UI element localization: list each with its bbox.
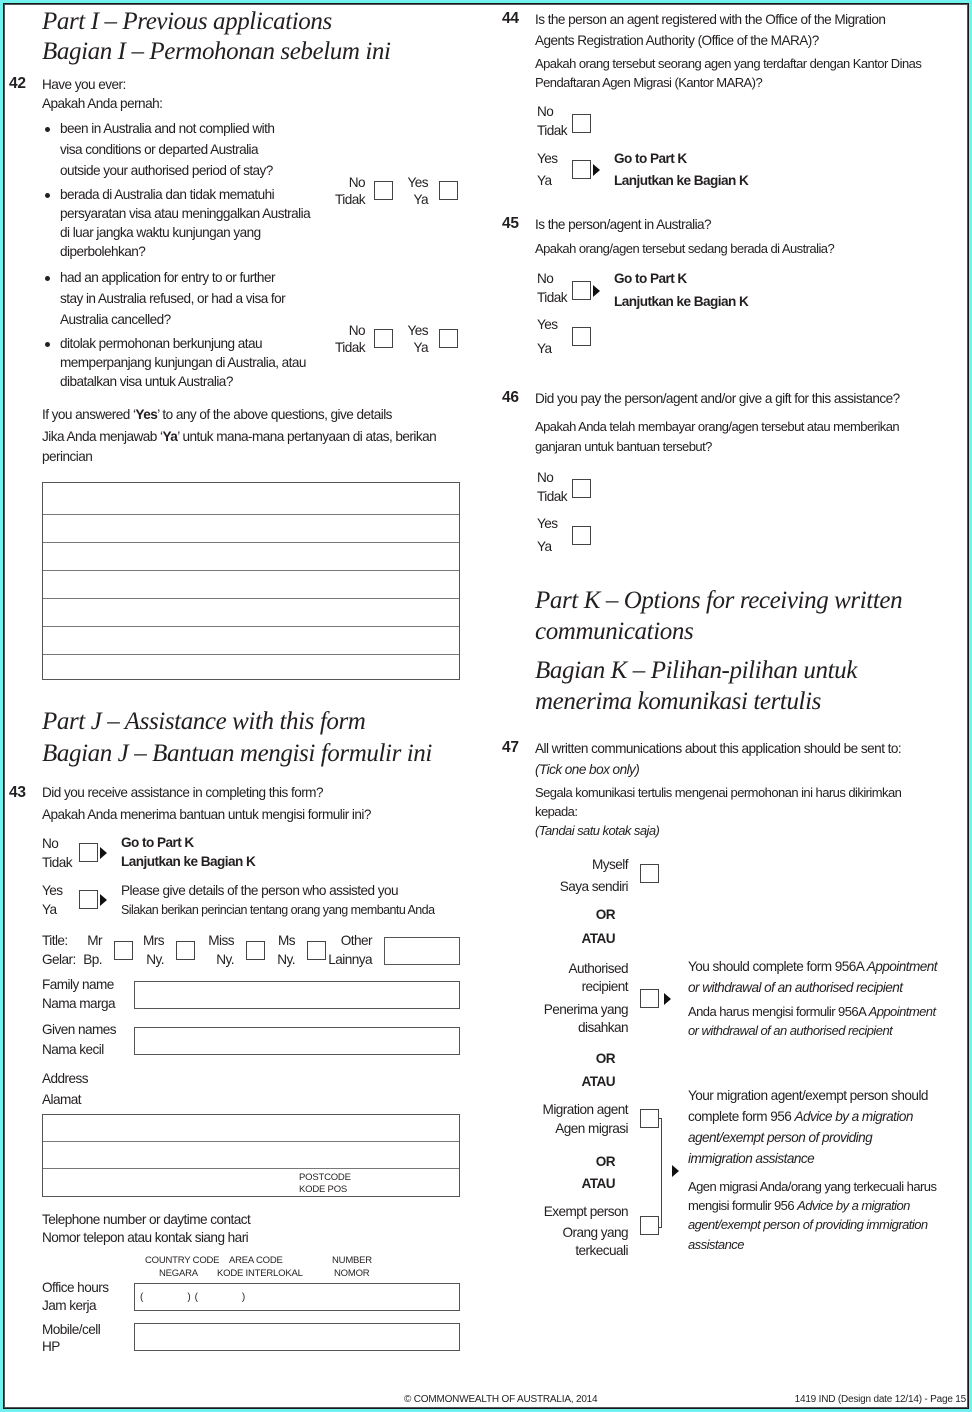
office-hours-label-id: Jam kerja (42, 1298, 96, 1313)
migration-agent-checkbox[interactable] (640, 1109, 659, 1128)
yes-label: Yes (537, 317, 558, 332)
agent-note: agent/exempt person of providing (688, 1130, 873, 1145)
title-label: Title: (42, 933, 68, 948)
atau-label: ATAU (581, 1074, 615, 1089)
question-text: Did you pay the person/agent and/or give a gift for this assistance? (535, 391, 900, 406)
arrow-right-icon (100, 894, 107, 906)
no-label: No (537, 470, 554, 485)
postcode-label-id: KODE POS (299, 1184, 348, 1195)
agent-note: immigration assistance (688, 1151, 815, 1166)
tidak-label: Tidak (335, 192, 365, 207)
part-j-heading: Part J – Assistance with this form (42, 708, 366, 735)
q45-no-checkbox[interactable] (572, 281, 591, 300)
title-ms-checkbox[interactable] (307, 941, 326, 960)
exempt-person-checkbox[interactable] (640, 1216, 659, 1235)
question-text: Is the person an agent registered with the Office of the Migration (535, 12, 886, 27)
bullet-text: visa conditions or departed Australia (60, 142, 259, 157)
title-mrs-label-id: Ny. (146, 952, 164, 967)
question-number: 44 (502, 10, 519, 27)
arrow-right-icon (100, 847, 107, 859)
country-code-label-id: NEGARA (159, 1268, 198, 1279)
title-mr-checkbox[interactable] (114, 941, 133, 960)
family-name-label: Family name (42, 977, 114, 992)
tidak-label: Tidak (537, 489, 567, 504)
bullet-icon (45, 342, 50, 347)
no-label: No (42, 836, 59, 851)
or-label: OR (595, 907, 615, 922)
office-hours-label: Office hours (42, 1280, 109, 1295)
question-text-id: Segala komunikasi tertulis mengenai permohonan ini harus dikirimkan (535, 785, 902, 800)
country-code-label: COUNTRY CODE (145, 1255, 220, 1266)
ya-label: Ya (537, 539, 552, 554)
question-number: 43 (9, 784, 26, 801)
or-label: OR (595, 1154, 615, 1169)
bullet-text: outside your authorised period of stay? (60, 163, 273, 178)
migration-agent-label-id: Agen migrasi (555, 1121, 628, 1136)
details-instruction-id: Jika Anda menjawab ‘Ya’ untuk mana-mana pertanyaan di atas, berikan (42, 429, 437, 444)
yes-label: Yes (407, 175, 428, 190)
yes-label: Yes (407, 323, 428, 338)
question-number: 46 (502, 389, 519, 406)
yes-label: Yes (42, 883, 63, 898)
mobile-phone-input[interactable] (134, 1323, 460, 1351)
question-number: 42 (9, 75, 26, 92)
details-textarea[interactable] (42, 482, 460, 680)
myself-label: Myself (592, 857, 628, 872)
no-label: No (348, 323, 365, 338)
area-code-label-id: KODE INTERLOKAL (217, 1268, 303, 1279)
bullet-icon (45, 276, 50, 281)
yes-label: Yes (537, 151, 558, 166)
question-text: Have you ever: (42, 77, 126, 92)
q42b-yes-checkbox[interactable] (439, 329, 458, 348)
exempt-person-label: Exempt person (543, 1204, 628, 1219)
question-text-id: Apakah Anda pernah: (42, 96, 163, 111)
question-number: 45 (502, 215, 519, 232)
goto-part-k: Go to Part K (121, 835, 194, 850)
q42a-yes-checkbox[interactable] (439, 181, 458, 200)
no-label: No (537, 271, 554, 286)
bracket-line (658, 1118, 662, 1228)
q46-yes-checkbox[interactable] (572, 526, 591, 545)
q44-no-checkbox[interactable] (572, 114, 591, 133)
q43-yes-checkbox[interactable] (79, 890, 98, 909)
address-label: Address (42, 1071, 89, 1086)
number-label: NUMBER (332, 1255, 372, 1266)
part-k-heading-id: Bagian K – Pilihan-pilihan untuk (535, 657, 857, 684)
question-text-id: Apakah Anda menerima bantuan untuk mengisi formulir ini? (42, 807, 371, 822)
number-label-id: NOMOR (334, 1268, 370, 1279)
arrow-right-icon (593, 164, 600, 176)
bullet-text: been in Australia and not complied with (60, 121, 275, 136)
q43-no-checkbox[interactable] (79, 843, 98, 862)
title-miss-label-id: Ny. (216, 952, 234, 967)
authorised-recipient-label-id: Penerima yang (543, 1002, 628, 1017)
gelar-label: Gelar: (42, 952, 76, 967)
bullet-text: had an application for entry to or further (60, 270, 275, 285)
ya-label: Ya (413, 340, 428, 355)
details-instruction: If you answered ‘Yes’ to any of the above questions, give details (42, 407, 392, 422)
tidak-label: Tidak (335, 340, 365, 355)
address-label-id: Alamat (42, 1092, 82, 1107)
telephone-label: Telephone number or daytime contact (42, 1212, 251, 1227)
office-hours-phone-input[interactable] (134, 1283, 460, 1311)
title-mr-label: Mr (87, 933, 102, 948)
family-name-label-id: Nama marga (42, 996, 116, 1011)
bullet-text: ditolak permohonan berkunjung atau (60, 336, 262, 351)
bullet-icon (45, 193, 50, 198)
goto-part-k: Go to Part K (614, 271, 687, 286)
goto-part-k: Go to Part K (614, 151, 687, 166)
goto-part-k-id: Lanjutkan ke Bagian K (614, 294, 749, 309)
title-ms-label-id: Ny. (277, 952, 295, 967)
bullet-text: stay in Australia refused, or had a visa for (60, 291, 286, 306)
atau-label: ATAU (581, 1176, 615, 1191)
q46-no-checkbox[interactable] (572, 479, 591, 498)
yes-label: Yes (537, 516, 558, 531)
question-text: Did you receive assistance in completing this form? (42, 785, 323, 800)
tick-instruction: (Tick one box only) (535, 762, 640, 777)
no-label: No (348, 175, 365, 190)
title-mr-label-id: Bp. (83, 952, 102, 967)
myself-checkbox[interactable] (640, 864, 659, 883)
tidak-label: Tidak (537, 123, 567, 138)
mobile-label-id: HP (42, 1339, 60, 1354)
title-mrs-label: Mrs (143, 933, 164, 948)
title-other-label: Other (340, 933, 372, 948)
goto-part-k-id: Lanjutkan ke Bagian K (614, 173, 749, 188)
q45-yes-checkbox[interactable] (572, 327, 591, 346)
q42b-no-checkbox[interactable] (374, 329, 393, 348)
arrow-right-icon (664, 993, 671, 1005)
agent-note-id: assistance (688, 1237, 744, 1252)
authorised-recipient-checkbox[interactable] (640, 989, 659, 1008)
form-id: 1419 IND (Design date 12/14) - Page 15 (794, 1394, 966, 1405)
given-names-label: Given names (42, 1022, 117, 1037)
atau-label: ATAU (581, 931, 615, 946)
authorised-recipient-label-id: disahkan (577, 1020, 628, 1035)
title-ms-label: Ms (277, 933, 295, 948)
family-name-input[interactable] (134, 981, 460, 1009)
bullet-text: berada di Australia dan tidak mematuhi (60, 187, 275, 202)
question-text: All written communications about this application should be sent to: (535, 741, 902, 756)
no-label: No (537, 104, 554, 119)
copyright: © COMMONWEALTH OF AUSTRALIA, 2014 (404, 1394, 598, 1405)
exempt-person-label-id: terkecuali (575, 1243, 628, 1258)
part-k-heading: Part K – Options for receiving written (535, 587, 903, 614)
authorised-recipient-label: recipient (581, 979, 628, 994)
tidak-label: Tidak (42, 855, 72, 870)
ya-label: Ya (413, 192, 428, 207)
agent-note: Your migration agent/exempt person should (688, 1088, 928, 1103)
q44-yes-checkbox[interactable] (572, 160, 591, 179)
authorised-note: You should complete form 956A Appointment (688, 959, 938, 974)
or-label: OR (595, 1051, 615, 1066)
bullet-text: persyaratan visa atau meninggalkan Australia (60, 206, 311, 221)
tidak-label: Tidak (537, 290, 567, 305)
assistant-details-instruction: Please give details of the person who assisted you (121, 883, 399, 898)
myself-label-id: Saya sendiri (559, 879, 628, 894)
title-other-input[interactable] (384, 937, 460, 965)
address-input[interactable] (42, 1114, 460, 1197)
part-i-heading: Part I – Previous applications (42, 8, 332, 35)
question-text: Is the person/agent in Australia? (535, 217, 712, 232)
form-page (3, 3, 969, 1409)
part-k-heading: communications (535, 618, 694, 645)
migration-agent-label: Migration agent (542, 1102, 628, 1117)
authorised-note-id: Anda harus mengisi formulir 956A Appointment (688, 1004, 936, 1019)
telephone-label-id: Nomor telepon atau kontak siang hari (42, 1230, 249, 1245)
mobile-label: Mobile/cell (42, 1322, 101, 1337)
title-other-label-id: Lainnya (328, 952, 372, 967)
title-mrs-checkbox[interactable] (176, 941, 195, 960)
exempt-person-label-id: Orang yang (562, 1225, 628, 1240)
given-names-input[interactable] (134, 1027, 460, 1055)
question-number: 47 (502, 739, 519, 756)
agent-note-id: agent/exempt person of providing immigration (688, 1217, 928, 1232)
part-j-heading-id: Bagian J – Bantuan mengisi formulir ini (42, 740, 432, 767)
agent-note-id: mengisi formulir 956 Advice by a migration (688, 1198, 910, 1213)
bullet-text: diperbolehkan? (60, 244, 146, 259)
bullet-text: di luar jangka waktu kunjungan yang (60, 225, 261, 240)
agent-note: complete form 956 Advice by a migration (688, 1109, 913, 1124)
ya-label: Ya (537, 173, 552, 188)
question-text-id: ganjaran untuk bantuan tersebut? (535, 439, 712, 454)
bullet-text: memperpanjang kunjungan di Australia, atau (60, 355, 306, 370)
question-text-id: Apakah orang/agen tersebut sedang berada di Australia? (535, 241, 835, 256)
question-text-id: kepada: (535, 804, 578, 819)
bullet-text: Australia cancelled? (60, 312, 171, 327)
postcode-label: POSTCODE (299, 1172, 351, 1183)
question-text: Agents Registration Authority (Office of the MARA)? (535, 33, 819, 48)
title-miss-checkbox[interactable] (246, 941, 265, 960)
assistant-details-instruction-id: Silakan berikan perincian tentang orang yang membantu Anda (121, 903, 435, 917)
tick-instruction-id: (Tandai satu kotak saja) (535, 823, 660, 838)
question-text-id: Apakah Anda telah membayar orang/agen tersebut atau memberikan (535, 419, 900, 434)
agent-note-id: Agen migrasi Anda/orang yang terkecuali harus (688, 1179, 937, 1194)
ya-label: Ya (537, 341, 552, 356)
part-k-heading-id: menerima komunikasi tertulis (535, 688, 821, 715)
area-code-label: AREA CODE (229, 1255, 283, 1266)
part-i-heading-id: Bagian I – Permohonan sebelum ini (42, 38, 391, 65)
authorised-note: or withdrawal of an authorised recipient (688, 980, 903, 995)
ya-label: Ya (42, 902, 57, 917)
phone-format: ( ) ( ) (140, 1292, 245, 1303)
given-names-label-id: Nama kecil (42, 1042, 104, 1057)
details-instruction-id-2: perincian (42, 449, 93, 464)
question-text-id: Apakah orang tersebut seorang agen yang terdaftar dengan Kantor Dinas (535, 56, 922, 71)
question-text-id: Pendaftaran Agen Migrasi (Kantor MARA)? (535, 75, 763, 90)
arrow-right-icon (672, 1165, 679, 1177)
title-miss-label: Miss (208, 933, 234, 948)
authorised-note-id: or withdrawal of an authorised recipient (688, 1023, 893, 1038)
arrow-right-icon (593, 285, 600, 297)
q42a-no-checkbox[interactable] (374, 181, 393, 200)
authorised-recipient-label: Authorised (568, 961, 628, 976)
goto-part-k-id: Lanjutkan ke Bagian K (121, 854, 256, 869)
bullet-text: dibatalkan visa untuk Australia? (60, 374, 233, 389)
bullet-icon (45, 127, 50, 132)
